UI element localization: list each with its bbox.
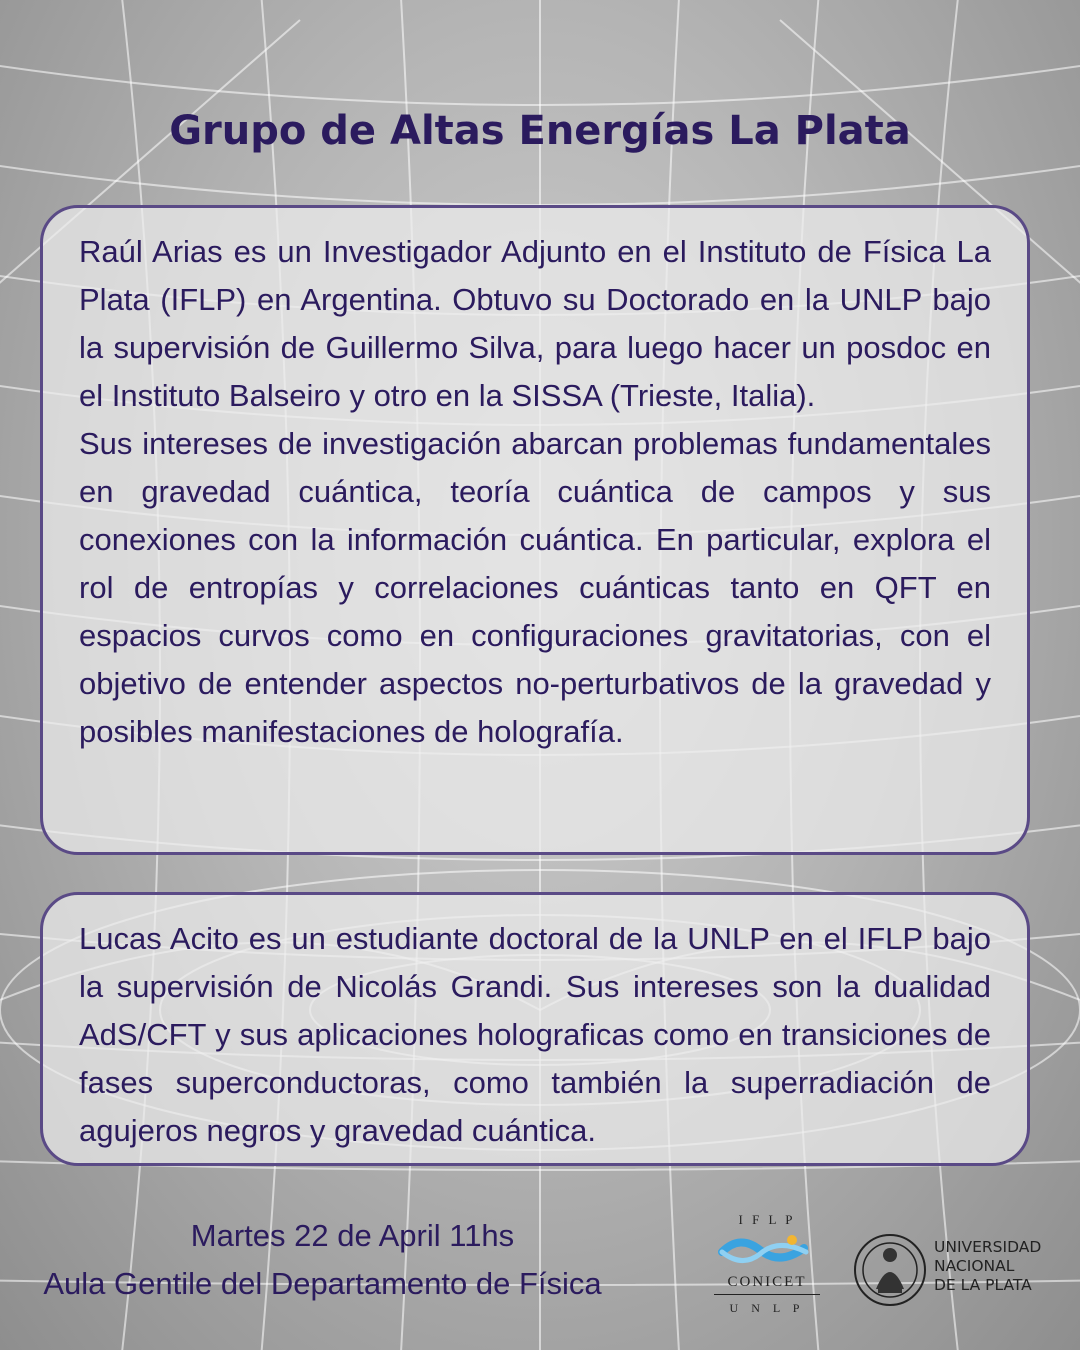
bio-card-raul-arias bbox=[40, 205, 1030, 855]
unlp-seal-icon bbox=[852, 1225, 928, 1315]
iflp-logo bbox=[712, 1212, 822, 1324]
iflp-logo-top: I F L P bbox=[738, 1212, 796, 1227]
bio-paragraph: Lucas Acito es un estudiante doctoral de la UNLP en el IFLP bajo la supervisión de Nicolás Grandi. Sus intereses son la dualidad AdS/CFT y sus aplicaciones holograficas como en transiciones de fases superconductoras, como también la superradiación de agujeros negros y gravedad cuántica. bbox=[79, 921, 991, 1148]
bio-paragraph: Raúl Arias es un Investigador Adjunto en el Instituto de Física La Plata (IFLP) en Argentina. Obtuvo su Doctorado en la UNLP bajo la supervisión de Guillermo Silva, para luego hacer un posdoc en el Instituto Balseiro y otro en la SISSA (Trieste, Italia). bbox=[79, 234, 991, 413]
unlp-logo-line-2: NACIONAL bbox=[934, 1257, 1015, 1275]
iflp-logo-middle: CONICET bbox=[714, 1274, 820, 1295]
unlp-logo-line-1: UNIVERSIDAD bbox=[934, 1238, 1042, 1256]
event-date: Martes 22 de April 11hs bbox=[190, 1218, 515, 1253]
bio-card-lucas-acito bbox=[40, 892, 1030, 1166]
event-place: Aula Gentile del Departamento de Física bbox=[43, 1266, 602, 1301]
bio-paragraph: Sus intereses de investigación abarcan problemas fundamentales en gravedad cuántica, teoría cuántica de campos y sus conexiones con la información cuántica. En particular, explora el rol de entropías y correlaciones cuánticas tanto en QFT en espacios curvos como en configuraciones gravitatorias, con el objetivo de entender aspectos no-perturbativos de la gravedad y posibles manifestaciones de holografía. bbox=[79, 426, 991, 749]
unlp-logo bbox=[852, 1225, 1052, 1315]
iflp-logo-bottom: U N L P bbox=[729, 1301, 805, 1315]
iflp-wave-icon bbox=[712, 1228, 822, 1274]
unlp-logo-line-3: DE LA PLATA bbox=[934, 1276, 1032, 1294]
page-title: Grupo de Altas Energías La Plata bbox=[169, 108, 911, 154]
